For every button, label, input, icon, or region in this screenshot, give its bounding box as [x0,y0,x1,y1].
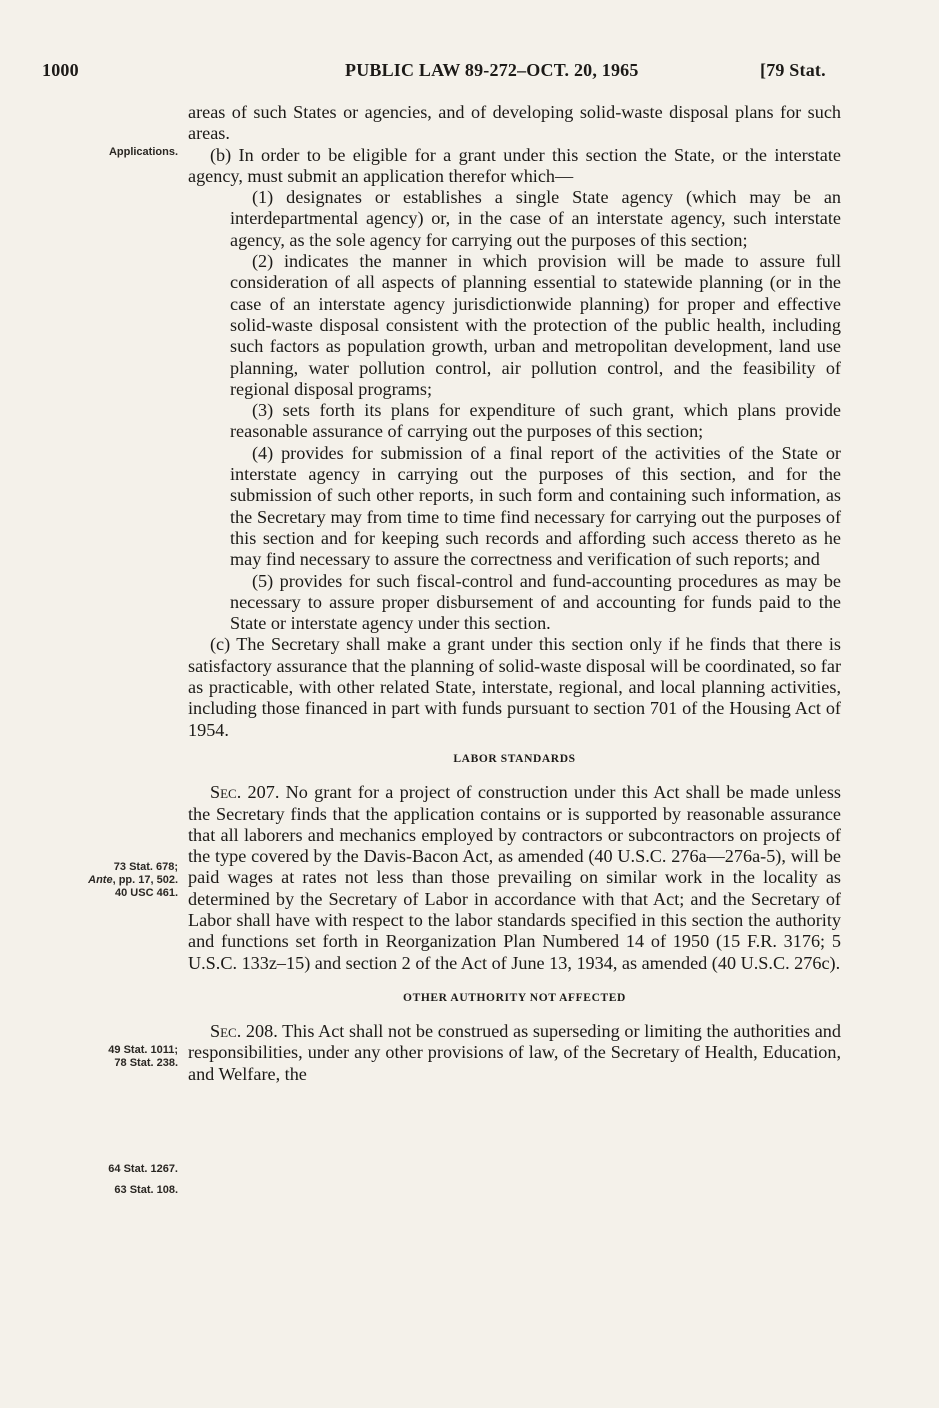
margin-housing-line2 [28,874,178,887]
page-title: PUBLIC LAW 89-272–OCT. 20, 1965 [345,60,639,80]
paragraph-continued: areas of such States or agencies, and of developing solid-waste disposal plans for such areas. [188,102,841,144]
margin-housing-line1: 73 Stat. 678; [113,861,178,873]
margin-ante-pages: , pp. 17, 502. [112,874,178,886]
margin-note-housing [28,861,178,900]
margin-note-applications: Applications. [108,146,178,158]
margin-note-davis-bacon [28,1044,178,1070]
list-item-1: (1) designates or establishes a single State agency (which may be an interdepartmental agency) or, in the case of an interstate agency, such interstate agency, as the sole agency for carrying out the purposes of this section; [230,187,841,250]
section-207-label: Sec. 207. [210,782,280,803]
margin-davis-line1: 49 Stat. 1011; [108,1044,178,1056]
body-text [188,102,841,1085]
list-item-5: (5) provides for such fiscal-control and fund-accounting procedures as may be necessary to assure proper disbursement of and accounting for funds paid to the State or interstate agency under this section. [230,570,841,634]
margin-note-act: 63 Stat. 108. [114,1184,178,1196]
section-207 [188,782,841,974]
margin-housing-line3: 40 USC 461. [115,887,178,899]
section-208 [188,1021,841,1085]
margin-note-reorganization: 64 Stat. 1267. [108,1163,178,1175]
list-item-2: (2) indicates the manner in which provision will be made to assure full consideration of all aspects of planning essential to statewide planning (or in the case of an interstate agency jurisdictionwide planning) for proper and effective solid-waste disposal consistent with the protection of the public health, including such factors as population growth, urban and metropolitan development, land use planning, water pollution control, air pollution control, and the feasibility of regional disposal programs; [230,251,841,399]
margin-davis-line2: 78 Stat. 238. [114,1057,178,1069]
volume-reference: [79 Stat. [760,60,826,80]
heading-labor-standards: LABOR STANDARDS [453,752,576,765]
margin-ante: Ante [88,874,113,886]
section-208-text: This Act shall not be construed as superseding or limiting the authorities and responsibilities, under any other provisions of law, of the Secretary of Health, Education, and Welfare, the [188,1021,841,1084]
paragraph-c: (c) The Secretary shall make a grant under this section only if he finds that there is satisfactory assurance that the planning of solid-waste disposal will be coordinated, so far as practicable, with other related State, interstate, regional, and local planning activities, including those financed in part with funds pursuant to section 701 of the Housing Act of 1954. [188,634,841,740]
section-207-text: No grant for a project of construction under this Act shall be made unless the Secretary finds that the application contains or is supported by reasonable assurance that all laborers and mechanics employed by contractors or subcontractors on projects of the type covered by the Davis-Bacon Act, as amended (40 U.S.C. 276a—276a-5), will be paid wages at rates not less than those prevailing on similar work in the locality as determined by the Secretary of Labor in accordance with that Act; and the Secretary of Labor shall have with respect to the labor standards specified in this section the authority and functions set forth in Reorganization Plan Numbered 14 of 1950 (15 F.R. 3176; 5 U.S.C. 133z–15) and section 2 of the Act of June 13, 1934, as amended (40 U.S.C. 276c). [188,782,841,973]
section-208-label: Sec. 208. [210,1021,278,1042]
heading-other-authority: OTHER AUTHORITY NOT AFFECTED [403,991,626,1004]
page-number: 1000 [42,60,79,80]
list-item-4: (4) provides for submission of a final report of the activities of the State or interstate agency in carrying out the purposes of this section, and for the submission of such other reports, in such form and containing such information, as the Secretary may from time to time find necessary for carrying out the purposes of this section and for keeping such records and affording such access thereto as he may find necessary to assure the correctness and verification of such reports; and [230,442,841,570]
list-item-3: (3) sets forth its plans for expenditure of such grant, which plans provide reasonable assurance of carrying out the purposes of this section; [230,400,841,442]
paragraph-b: (b) In order to be eligible for a grant under this section the State, or the interstate agency, must submit an application therefor which— [188,144,841,186]
